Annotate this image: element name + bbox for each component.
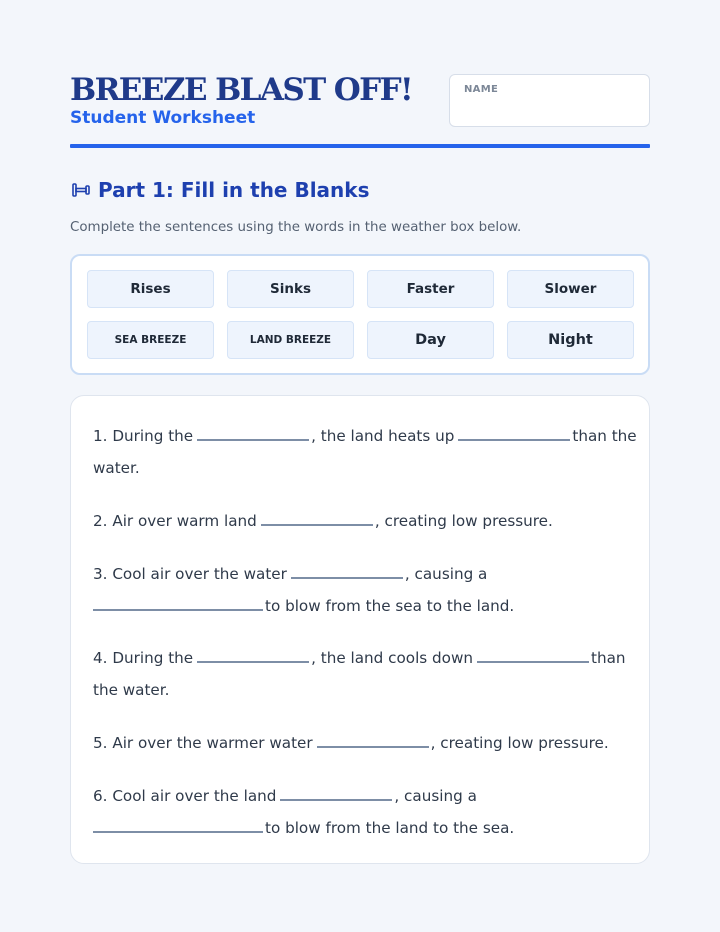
question-text: , creating low pressure.	[430, 734, 609, 752]
question-6	[93, 783, 477, 805]
instructions-text: Complete the sentences using the words in the weather box below.	[70, 220, 522, 235]
question-text: 6. Cool air over the land	[93, 787, 277, 805]
question-text: to blow from the land to the sea.	[265, 819, 515, 837]
word-bank-item[interactable]: Sinks	[227, 270, 354, 308]
question-text: than	[591, 649, 626, 667]
question-text: the water.	[93, 681, 170, 699]
word-bank-item[interactable]: Rises	[87, 270, 214, 308]
answer-blank[interactable]	[317, 746, 429, 748]
question-text: than the	[572, 427, 637, 445]
question-text: 3. Cool air over the water	[93, 565, 287, 583]
section-heading	[70, 177, 370, 203]
word-bank-item[interactable]: Day	[367, 321, 494, 359]
question-text: 5. Air over the warmer water	[93, 734, 313, 752]
question-4-continued	[93, 677, 169, 699]
question-5	[93, 730, 609, 752]
word-bank-item[interactable]: Night	[507, 321, 634, 359]
word-bank-item[interactable]: Faster	[367, 270, 494, 308]
question-text: , the land cools down	[311, 649, 474, 667]
questions-panel	[70, 395, 650, 864]
answer-blank[interactable]	[197, 439, 309, 441]
question-text: , causing a	[394, 787, 477, 805]
question-1	[93, 423, 637, 445]
answer-blank[interactable]	[280, 799, 392, 801]
word-bank	[70, 254, 650, 375]
question-text: 2. Air over warm land	[93, 512, 257, 530]
question-text: , the land heats up	[311, 427, 455, 445]
question-text: to blow from the sea to the land.	[265, 597, 515, 615]
worksheet-title: BREEZE BLAST OFF!	[70, 72, 412, 108]
answer-blank[interactable]	[93, 609, 263, 611]
question-text: 1. During the	[93, 427, 194, 445]
worksheet-subtitle: Student Worksheet	[70, 108, 256, 128]
word-bank-item[interactable]: SEA BREEZE	[87, 321, 214, 359]
section-title: Part 1: Fill in the Blanks	[98, 178, 370, 202]
answer-blank[interactable]	[477, 661, 589, 663]
word-bank-item[interactable]: Slower	[507, 270, 634, 308]
answer-blank[interactable]	[291, 577, 403, 579]
question-text: water.	[93, 459, 140, 477]
question-2	[93, 508, 553, 530]
question-6-continued	[93, 815, 514, 837]
question-text: , causing a	[404, 565, 488, 583]
word-bank-item[interactable]: LAND BREEZE	[227, 321, 354, 359]
question-text: , creating low pressure.	[374, 512, 553, 530]
question-3-continued	[93, 593, 514, 615]
answer-blank[interactable]	[197, 661, 309, 663]
name-label: NAME	[464, 84, 499, 95]
question-3	[93, 561, 487, 583]
answer-blank[interactable]	[261, 524, 373, 526]
worksheet-header	[70, 66, 650, 148]
answer-blank[interactable]	[458, 439, 570, 441]
question-4	[93, 645, 626, 667]
dumbbell-icon	[70, 182, 92, 198]
question-1-continued	[93, 455, 140, 477]
name-field[interactable]	[449, 74, 650, 127]
answer-blank[interactable]	[93, 831, 263, 833]
question-text: 4. During the	[93, 649, 194, 667]
header-divider	[70, 144, 650, 148]
